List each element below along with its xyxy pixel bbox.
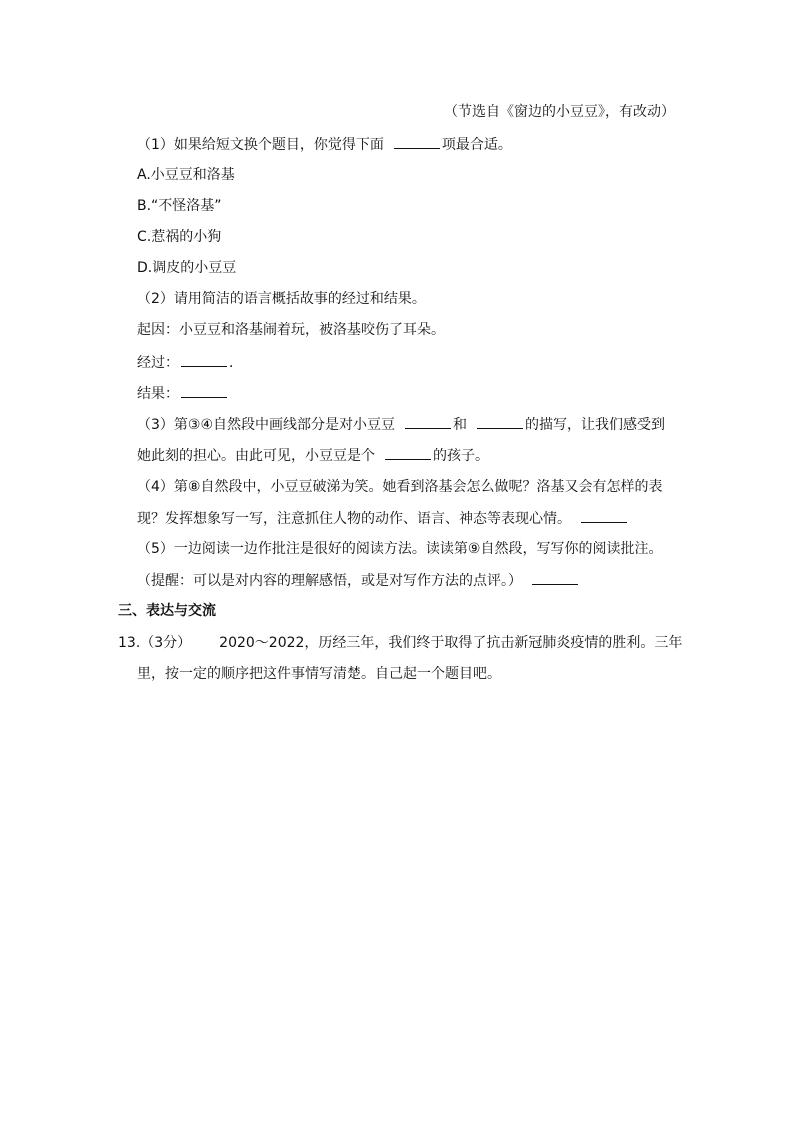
question-1-prompt: （1）如果给短文换个题目，你觉得下面: [137, 137, 384, 153]
answer-blank[interactable]: [405, 414, 451, 429]
option-b: B.“不怪洛基”: [137, 198, 222, 214]
option-d: D.调皮的小豆豆: [137, 260, 237, 276]
question-5-text: （提醒：可以是对内容的理解感悟，或是对写作方法的点评。）: [137, 573, 522, 589]
question-13-line-2: 里，按一定的顺序把这件事情写清楚。自己起一个题目吧。: [137, 666, 501, 682]
question-5-line-2: [137, 570, 580, 591]
section-title: 三、表达与交流: [118, 603, 216, 619]
question-1-prompt-end: 项最合适。: [441, 137, 512, 153]
answer-blank[interactable]: [385, 445, 431, 460]
result-blank[interactable]: [181, 383, 227, 398]
question-3-part-5: 的孩子。: [433, 448, 489, 464]
answer-blank[interactable]: [394, 134, 440, 149]
question-5-line-1: （5）一边阅读一边作批注是很好的阅读方法。读读第⑨自然段，写写你的阅读批注。: [137, 541, 663, 557]
question-4-line-2: [137, 508, 629, 529]
result-label: 结果：: [137, 386, 179, 402]
process-label: 经过：: [137, 355, 179, 371]
option-c: C.惹祸的小狗: [137, 229, 222, 245]
question-4-text: 现？发挥想象写一写，注意抓住人物的动作、语言、神态等表现心情。: [137, 511, 571, 527]
answer-blank[interactable]: [581, 508, 627, 523]
process-blank[interactable]: [181, 352, 227, 367]
question-13-line-1: [118, 633, 682, 653]
question-1: [137, 134, 512, 155]
question-3-part-4: 她此刻的担心。由此可见，小豆豆是个: [137, 448, 375, 464]
process-end: .: [229, 355, 234, 371]
answer-blank[interactable]: [477, 414, 523, 429]
question-13-text: 2020～2022，历经三年，我们终于取得了抗击新冠肺炎疫情的胜利。三年: [219, 635, 683, 651]
option-a: A.小豆豆和洛基: [137, 167, 235, 183]
question-3-line-2: [137, 445, 489, 466]
question-3-part-1: （3）第③④自然段中画线部分是对小豆豆: [137, 417, 396, 433]
answer-blank[interactable]: [532, 570, 578, 585]
question-4-line-1: （4）第⑧自然段中，小豆豆破涕为笑。她看到洛基会怎么做呢？洛基又会有怎样的表: [137, 479, 663, 495]
question-2-result: [137, 383, 229, 404]
question-2-prompt: （2）请用简洁的语言概括故事的经过和结果。: [137, 291, 426, 307]
question-2-cause: 起因：小豆豆和洛基闹着玩，被洛基咬伤了耳朵。: [137, 322, 445, 338]
question-3-part-3: 的描写，让我们感受到: [525, 417, 666, 433]
question-2-process: [137, 352, 233, 373]
question-3-line-1: [137, 414, 665, 435]
question-number: 13.（3分）: [118, 635, 192, 651]
source-note: （节选自《窗边的小豆豆》，有改动）: [444, 104, 675, 120]
question-3-part-2: 和: [453, 417, 468, 433]
